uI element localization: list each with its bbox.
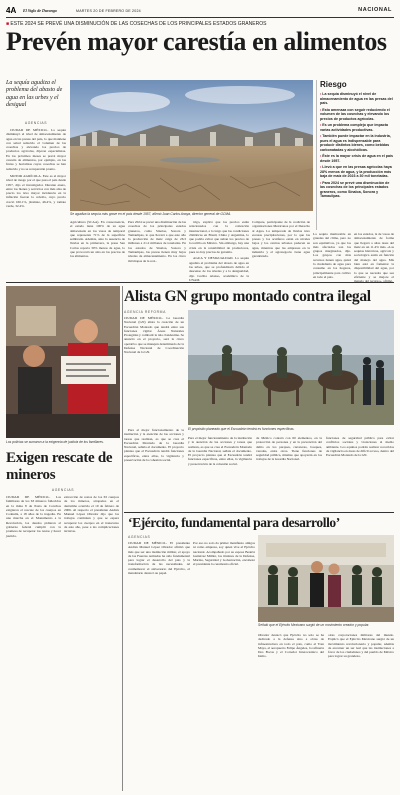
main-col4-p1: trigo, explicó que los precios están relacionados con la cotización internacional, a lo largo que las condiciones climáticas en Brasil, China y Argentina, lo que podría evitar que suban los precios de la tortilla en México. Sin embargo, hay una crisis en la rentabilidad de productores, pues no hay precios de garantía.	[189, 220, 249, 255]
main-col6: La sequía memorable en grandes del clima, pero no son equitativos, ya que los más afectados son los grupos marginados, dijo. Los grupos con más recursos tienen agua, quizá la ciudadanía de agua para consumo en los hogares, principalmente para cultivo en todo el país.	[313, 232, 351, 279]
main-col1-p2: MOTOR AGRÍCOLA. Este es el mayor nivel de riesgo por el que pasa el país desde 1957, dijo el investigador. Durante enero, entre los bienes y servicios con más alza de precio los tuvo mayor incidencia en la inflación fueron la cebolla, cuyo precio creció 160.1%, jitomate, 46.4%, y tomate verde, 32.4%.	[6, 173, 66, 209]
sidebar-item: • Éste es la mayor crisis de agua en el país desde 1957.	[320, 154, 394, 163]
gn-col1: CIUDAD DE MÉXICO.- La Guardia Nacional (GN) alista la creación de un Escuadrón Montado que tendrá entre sus funciones vigilar Áreas Naturales Protegidas y combatir la tala clandestina. Se anunció en el proyecto, será la cinco operativo que se manejen determinado de la Defensa Nacional de Coordinación Nacional de la GN.	[124, 316, 184, 355]
sidebar-item: • Para 2024 se prevé una disminución de las cosechas de los principales estados graneros, como Sinaloa, Sonora y Tamaulipas.	[320, 181, 394, 199]
eyebrow-bullet: ■	[6, 21, 11, 27]
sidebar-item: • También puede impactar en la industria, pues el agua es indispensable para producir distintos bienes, como bebidas carbonatadas y alcohólicas.	[320, 134, 394, 152]
ejercito-headline: ‘Ejército, fundamental para desarrollo’	[128, 515, 340, 530]
protest-image	[6, 286, 120, 438]
newspaper-name: El Siglo de Durango	[23, 8, 57, 13]
gn-col2: Para el mejor funcionamiento de la institución y la atención de las acciones y tareas que realizan, es que se crea el Escuadrón Montado de la Guardia Nacional, señala el documento. El proyecto plantea que el Escuadrón tendrá funciones específicas, entre ellas, la vigilancia y preservación de la cohesión social.	[188, 436, 252, 466]
gn-headline: Alista GN grupo montado contra ilegal	[124, 288, 371, 305]
ejercito-col3: Obrador destacó que Ejército no solo se ha dedicado a la defensa sino a obras de infraestructura en todo el país, como el Tren Maya, el aeropuerto Felipe Ángeles, la refinería Dos Bocas y el Corredor Interoceánico del Istmo.	[258, 633, 324, 659]
minero-agency: AGENCIAS	[51, 488, 75, 492]
main-col4-p2: AGUA Y DESIGUALDAD. La sequía agudiza el problema del abasto de agua en las urbes, que se profundizará debido al descenso de los niveles y a la desigualdad, dijo Cecilia Alonso, académica de la UNAM.	[189, 256, 249, 282]
section-label: NACIONAL	[358, 7, 392, 13]
gn-photo	[188, 310, 394, 425]
minero-col2: extracción de restos de los 63 cuerpos de los mineros, atrapados en el derrumbe ocurrido el 19 de febrero de 2006. Al respecto el presidente Andrés Manuel López Obrador dijo que los trabajos continúan y que se espera recuperar los cuerpos en el transcurso de este año, pese a las complicaciones técnicas.	[64, 495, 119, 534]
sidebar-item: • Es un problema complejo que impacta varias actividades productivas.	[320, 123, 394, 132]
main-photo	[70, 80, 313, 211]
page-number: 4A	[6, 6, 17, 15]
minero-caption: Los policías se sumaron a la exigencia de justicia de los familiares.	[6, 440, 104, 444]
dry-landscape-image	[70, 80, 313, 211]
issue-date: MARTES 20 DE FEBRERO DE 2024	[76, 8, 141, 13]
main-col2: Agricultura (SCAA). En consecuencia, el estado tiene 100% de su agua almacenada en los vasos de temporal que representa 71% de la superficie sembrada. Además, ante la ausencia de lluvias en la primavera, la presa San Carlos reporta 30% menos de agua, lo que provocará un alza en los precios de los alimentos.	[70, 220, 125, 259]
main-headline: Prevén mayor carestía en alimentos	[6, 27, 387, 56]
gn-col4: funciones de seguridad pública para evitar conflictos sociales y violaciones al medio ambiente. Los equinos podrán realizar recorridos de vigilancia en áreas de difícil acceso, dentro del Escuadrón Montado de la GN.	[326, 436, 394, 458]
main-deck: La sequía agudiza el problema del abasto de agua en las urbes y el desigual	[6, 80, 63, 109]
ejercito-photo	[258, 535, 394, 622]
ejercito-col4: otras corporaciones militares del mundo. Explicó que el Ejército Mexicano surgió de un movimiento revolucionario y popular, además de encarnar un ser leal que las instituciones a favor de los ciudadanos y del pueblo de México para lograr su grandeza.	[328, 633, 394, 659]
ejercito-col2: Por eso no solo da primer manifiesto amigos ni como empresa, soy quien vive el Ejército nacional. Acompañado por su esposa Beatriz Gutiérrez Müller, los titulares de la Defensa, Marina, Seguridad y Gobernación, encabezó el presidente la ceremonia oficial.	[193, 541, 255, 567]
ejercito-agency: AGENCIAS	[128, 535, 151, 539]
main-col3: Para 2024 se prevé una disminución de las cosechas de los principales estados graneros, como Sinaloa, Sonora y Tamaulipas, lo que llevará a que este año la producción de maíz caiga de 26.3 millones a 21.2 millones de toneladas. En los estados de Sinaloa, Sonora y Tamaulipas, las presas tienen muy bajos niveles de almacenamiento. En los cinco mil mapas de la red...	[128, 220, 186, 263]
gn-col1-cont-text: Para el mejor funcionamiento de la institución y la atención de las acciones y tareas que realizan, es que se crea el Escuadrón Montado de la Guardia Nacional, señala el documento. El proyecto plantea que el Escuadrón tendrá funciones específicas, entre ellas, la vigilancia y preservación de la cohesión social.	[124, 428, 184, 463]
section-rule-2	[124, 512, 394, 513]
main-col1-p1: CIUDAD DE MÉXICO.- La sequía disminuyó el nivel de almacenamiento de agua en las presas del país, lo que mantiene con salud reducido el volumen de las cosechas y elevando los precios de productos agrícolas, dijeron especialistas. En los próximos meses se prevé mayor carestía de alimentos, por ejemplo, en las frutas y hortalizas cuyas cosechas se han reducido y no se recuperarán pronto.	[6, 128, 66, 171]
eyebrow-text: ESTE 2024 SE PREVÉ UNA DISMINUCIÓN DE LAS COSECHAS DE LOS PRINCIPALES ESTADOS GRANEROS	[10, 21, 267, 27]
main-col5: Compare, participante de la coalición de organizaciones Mexicanos por el Derecho al Agua. La temporada de lluvias tuvo escasas precipitaciones, por lo que las presas y los acuíferos están en niveles bajos y los centros urbanos padecen su agua, mientras que las empresas en la industria y el agronegocio tiene agua garantizada.	[252, 220, 310, 259]
section-rule-1	[6, 282, 394, 283]
minero-photo	[6, 286, 120, 438]
sidebar-title: Riesgo	[320, 80, 347, 89]
ceremony-image	[258, 535, 394, 622]
minero-headline: Exigen rescate de mineros	[6, 450, 113, 483]
ejercito-caption: Señaló que el Ejército Mexicano surgió de un movimiento creador y popular.	[258, 623, 370, 627]
gn-caption: El propósito planeado que el Escuadrón tendrá es funciones específicas.	[188, 427, 295, 431]
column-divider	[122, 286, 123, 791]
sidebar-divider	[316, 80, 317, 230]
mounted-guard-image	[188, 310, 394, 425]
sidebar-item: • Llevó a que en las presas agrícolas haya 28% menos de agua, y la producción más baja de maíz de 2023 a 30 mil toneladas.	[320, 165, 394, 179]
main-col4	[189, 220, 249, 282]
main-caption: Se agudiza la sequía más grave en el país desde 1957, afirmó Juan Carlos Anaya, director general de GCMA.	[70, 212, 232, 216]
sidebar-item: • La sequía disminuyó el nivel de almacenamiento de agua en las presas del país.	[320, 92, 394, 106]
main-col1	[6, 128, 66, 278]
gn-col3: de México contará con 60 elementos, en la protección de personas y en la prevención del delito en los parques, carreteras, bosques, veredas, entre otros. Tiene funciones de seguridad pública, mismas que apoyarán en los trabajos de la Guardia Nacional.	[256, 436, 322, 462]
minero-col1: CIUDAD DE MÉXICO.- Los familiares de los 63 mineros fallecidos en la mina 8 de Pasta de Conchos exigieron el rescate de los cuerpos en Coahuila, a 18 años de la tragedia. En una marcha en el Monumento a la Revolución, los deudos pidieron al gobierno federal cumplir con la promesa de recuperar los restos y hacer justicia.	[6, 495, 61, 538]
header-rule	[6, 17, 394, 18]
sidebar-item: • Esto amenaza con seguir reduciendo el volumen de las cosechas y elevando los precios de productos agrícolas.	[320, 108, 394, 122]
gn-agency: AGENCIA REFORMA	[124, 310, 166, 314]
main-agency: AGENCIAS	[24, 121, 48, 125]
gn-col1-cont	[124, 428, 184, 508]
sidebar-extra-text: en los estados, la de vasos de almacenamiento de forma que llegará a altas tasas del maíz en un 11.4% más. «Las sequías históricas, agrícola y sociológica están en función del manejo del agua. Mis bien está en fomentar la disponibilidad del agua, por lo que se necesita que sea eficiente y se mejore el manejo del recurso», afirmó.	[354, 232, 394, 284]
ejercito-col1: CIUDAD DE MÉXICO.- El presidente Andrés Manuel López Obrador afirmó que más que ser una institución militar, el apoyo de las Fuerzas Armadas ha sido fundamental para lograr el desarrollo del país y la transformación de las necesidades. Al conmemorar el aniversario del Ejército, el mandatario destacó su papel.	[128, 541, 190, 576]
